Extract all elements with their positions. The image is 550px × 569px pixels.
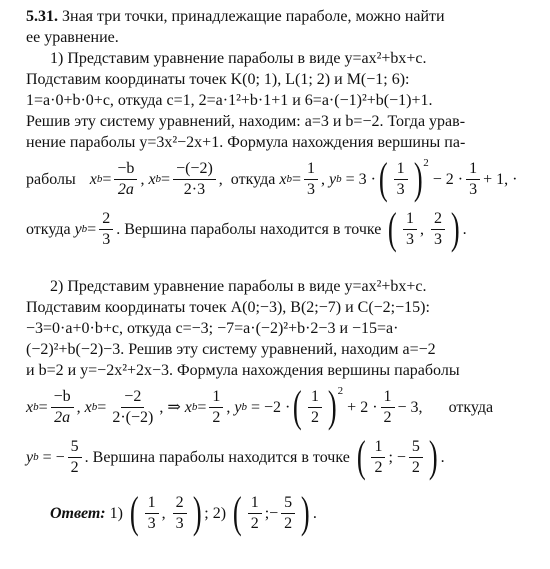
- fraction: $\frac{1}{3}$: [394, 160, 408, 199]
- intro-line-1: Зная три точки, принадлежащие параболе, можно найти: [62, 8, 445, 25]
- vertex-point-2: ( $\frac{1}{2}$ ; − $\frac{5}{2}$ ): [356, 432, 438, 481]
- part2-line-2: Подставим координаты точек A(0;−3), B(2;−7) и C(−2;−15):: [26, 299, 430, 316]
- part1-line-4: Решив эту систему уравнений, находим: a=3 и b=−2. Тогда урав-: [26, 113, 466, 130]
- part1-vertex-formula: раболы x b = $\frac{-b}{2a}$ , x b = $\frac{-(-2)}{2\cdot 3}$ , откуда x b = $\frac{1}{3}$ , y b = 3 · ( $\frac{1}{3}$ ) 2 − 2 · $\frac{1}{3}$ + 1, ·: [26, 154, 518, 203]
- part1-line-5: нение параболы y=3x²−2x+1. Формула нахождения вершины па-: [26, 134, 466, 151]
- part1-line-1: 1) Представим уравнение параболы в виде y=ax²+bx+c.: [50, 50, 427, 67]
- fraction: $\frac{2}{3}$: [99, 210, 113, 249]
- fraction: $\frac{-b}{2a}$: [51, 388, 74, 427]
- part2-line-1: 2) Представим уравнение параболы в виде y=ax²+bx+c.: [50, 278, 427, 295]
- problem-number: 5.31.: [26, 8, 58, 25]
- fraction: $\frac{1}{2}$: [308, 388, 322, 427]
- fraction: $\frac{-b}{2a}$: [114, 160, 137, 199]
- part2-line-5: и b=2 и y=−2x²+2x−3. Формула нахождения вершины параболы: [26, 362, 460, 379]
- answer-point-2: ( $\frac{1}{2}$ ;− $\frac{5}{2}$ ): [232, 488, 310, 537]
- fraction: $\frac{-2}{2\cdot(-2)}$: [112, 387, 154, 426]
- intro-line-2: ее уравнение.: [26, 29, 119, 46]
- fraction: $\frac{-(-2)}{2\cdot 3}$: [173, 160, 216, 199]
- fraction: $\frac{1}{2}$: [381, 388, 395, 427]
- answer-point-1: ( $\frac{1}{3}$ , $\frac{2}{3}$ ): [129, 488, 202, 537]
- part2-vertex-result: y b = − $\frac{5}{2}$ . Вершина параболы находится в точке ( $\frac{1}{2}$ ; − $\frac{5}{2}$ ) .: [26, 432, 445, 481]
- answer-label: Ответ:: [50, 504, 106, 522]
- part1-line-2: Подставим координаты точек K(0; 1), L(1; 2) и M(−1; 6):: [26, 71, 410, 88]
- vertex-point-1: ( $\frac{1}{3}$ , $\frac{2}{3}$ ): [388, 204, 460, 253]
- part2-vertex-formula: x b = $\frac{-b}{2a}$ , x b = $\frac{-2}{2\cdot(-2)}$ , ⇒ x b = $\frac{1}{2}$ , y b = −2 · ( $\frac{1}{2}$ ) 2 + 2 · $\frac{1}{2}$ − 3, откуда: [26, 382, 494, 431]
- problem-intro: [26, 6, 526, 48]
- fraction: $\frac{1}{3}$: [304, 160, 318, 199]
- part1-vertex-result: откуда y b = $\frac{2}{3}$ . Вершина параболы находится в точке ( $\frac{1}{3}$ , $\frac{2}{3}$ ) .: [26, 204, 467, 253]
- answer-line: Ответ: 1) ( $\frac{1}{3}$ , $\frac{2}{3}$ ) ; 2) ( $\frac{1}{2}$ ;− $\frac{5}{2}$ ) .: [50, 488, 317, 537]
- fraction: $\frac{1}{2}$: [209, 388, 223, 427]
- fraction: $\frac{1}{3}$: [466, 160, 480, 199]
- part2-text: [26, 276, 526, 381]
- part2-line-4: (−2)²+b(−2)−3. Решив эту систему уравнений, находим a=−2: [26, 341, 436, 358]
- part2-line-3: −3=0·a+0·b+c, откуда c=−3; −7=a·(−2)²+b·2−3 и −15=a·: [26, 320, 399, 337]
- part1-line-3: 1=a·0+b·0+c, откуда c=1, 2=a·1²+b·1+1 и 6=a·(−1)²+b(−1)+1.: [26, 92, 433, 109]
- part1-text: [26, 48, 526, 153]
- fraction: $\frac{5}{2}$: [68, 438, 82, 477]
